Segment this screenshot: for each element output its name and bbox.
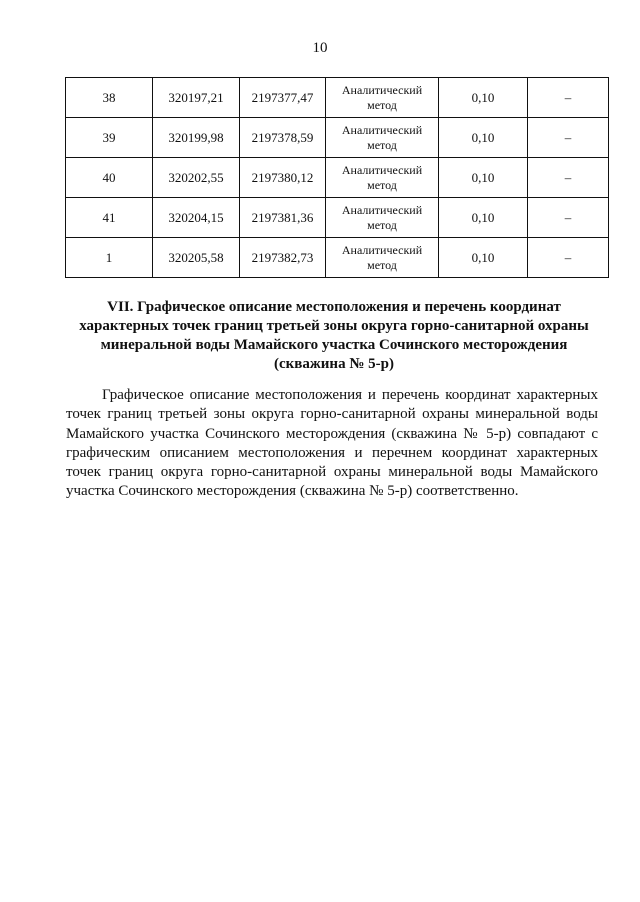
table-row — [66, 118, 609, 158]
section-heading-line: (скважина № 5-р) — [274, 356, 394, 372]
method-line-1: Аналитический — [341, 242, 423, 257]
method-line-1: Аналитический — [341, 162, 423, 177]
note-cell: – — [528, 118, 609, 158]
error-cell: 0,10 — [439, 118, 528, 158]
x-coordinate-cell: 320199,98 — [153, 118, 240, 158]
table-row — [66, 158, 609, 198]
method-line-2: метод — [367, 217, 397, 232]
method-cell — [326, 158, 439, 198]
error-cell: 0,10 — [439, 238, 528, 278]
point-number-cell: 38 — [66, 78, 153, 118]
body-paragraph: Графическое описание местоположения и перечень координат характерных точек границ третьей зоны округа горно-санитарной охраны минеральной воды Мамайского участка Сочинского месторождения (скважина № 5-р) совпадают с графическим описанием местоположения и перечнем координат характерных точек границ округа горно-санитарной охраны минеральной воды Мамайского участка Сочинского месторождения (скважина № 5-р) соответственно. — [66, 387, 598, 500]
point-number-cell: 39 — [66, 118, 153, 158]
point-number-cell: 40 — [66, 158, 153, 198]
method-line-2: метод — [367, 177, 397, 192]
method-line-2: метод — [367, 257, 397, 272]
table-row — [66, 198, 609, 238]
note-cell: – — [528, 198, 609, 238]
section-heading-line: минеральной воды Мамайского участка Сочинского месторождения — [100, 337, 568, 353]
point-number-cell: 41 — [66, 198, 153, 238]
method-cell — [326, 78, 439, 118]
note-cell: – — [528, 238, 609, 278]
note-cell: – — [528, 78, 609, 118]
table-row — [66, 78, 609, 118]
error-cell: 0,10 — [439, 158, 528, 198]
coordinates-table — [65, 77, 609, 278]
error-cell: 0,10 — [439, 198, 528, 238]
y-coordinate-cell: 2197382,73 — [240, 238, 326, 278]
section-heading-line: VII. Графическое описание местоположения и перечень координат — [107, 299, 561, 315]
method-line-1: Аналитический — [341, 122, 423, 137]
y-coordinate-cell: 2197381,36 — [240, 198, 326, 238]
method-line-2: метод — [367, 137, 397, 152]
table-row — [66, 238, 609, 278]
method-cell — [326, 118, 439, 158]
x-coordinate-cell: 320202,55 — [153, 158, 240, 198]
section-heading — [60, 298, 608, 374]
x-coordinate-cell: 320204,15 — [153, 198, 240, 238]
page-number: 10 — [312, 40, 328, 56]
method-cell — [326, 238, 439, 278]
method-line-1: Аналитический — [341, 82, 423, 97]
method-line-1: Аналитический — [341, 202, 423, 217]
point-number-cell: 1 — [66, 238, 153, 278]
method-cell — [326, 198, 439, 238]
y-coordinate-cell: 2197380,12 — [240, 158, 326, 198]
note-cell: – — [528, 158, 609, 198]
error-cell: 0,10 — [439, 78, 528, 118]
x-coordinate-cell: 320205,58 — [153, 238, 240, 278]
method-line-2: метод — [367, 97, 397, 112]
x-coordinate-cell: 320197,21 — [153, 78, 240, 118]
y-coordinate-cell: 2197377,47 — [240, 78, 326, 118]
y-coordinate-cell: 2197378,59 — [240, 118, 326, 158]
section-heading-line: характерных точек границ третьей зоны округа горно-санитарной охраны — [79, 318, 589, 334]
